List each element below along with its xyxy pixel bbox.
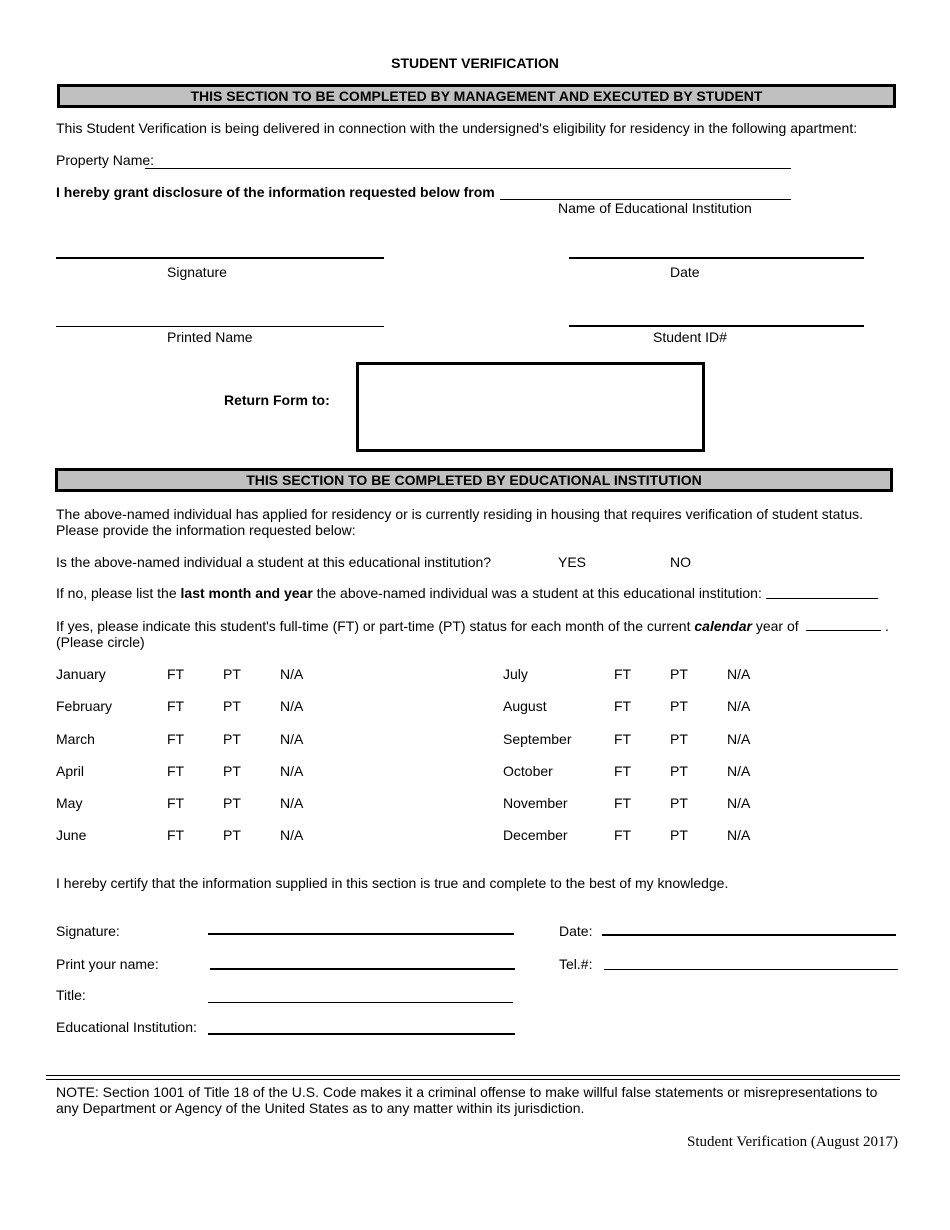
if-no-post: the above-named individual was a student at this educational institution:	[312, 585, 762, 601]
student-date-field[interactable]	[569, 257, 864, 259]
status-option-pt[interactable]: PT	[670, 795, 688, 811]
status-option-ft[interactable]: FT	[614, 763, 632, 779]
status-option-pt[interactable]: PT	[223, 827, 241, 843]
if-yes-text	[56, 618, 799, 634]
month-label: August	[503, 698, 547, 714]
official-title-field[interactable]	[208, 1002, 513, 1003]
status-option-ft[interactable]: FT	[614, 731, 632, 747]
status-option-na[interactable]: N/A	[280, 698, 304, 714]
status-option-pt[interactable]: PT	[670, 698, 688, 714]
status-option-na[interactable]: N/A	[727, 731, 751, 747]
if-yes-em: calendar	[694, 618, 752, 634]
property-name-label: Property Name:	[56, 152, 155, 168]
note-line1: NOTE: Section 1001 of Title 18 of the U.S. Code makes it a criminal offense to make willful false statements or misrepresentations to	[56, 1084, 878, 1100]
tel-field[interactable]	[604, 969, 898, 970]
footer-version: Student Verification (August 2017)	[687, 1134, 898, 1150]
status-option-ft[interactable]: FT	[614, 795, 632, 811]
student-signature-field[interactable]	[56, 257, 384, 259]
status-option-na[interactable]: N/A	[280, 763, 304, 779]
page-title: STUDENT VERIFICATION	[391, 55, 559, 71]
status-option-na[interactable]: N/A	[280, 731, 304, 747]
month-label: February	[56, 698, 113, 714]
if-no-text	[56, 585, 762, 601]
title-label: Title:	[56, 987, 86, 1003]
status-option-pt[interactable]: PT	[670, 731, 688, 747]
official-institution-field[interactable]	[208, 1033, 515, 1035]
if-yes-period: .	[885, 618, 889, 634]
status-option-na[interactable]: N/A	[727, 698, 751, 714]
return-form-label: Return Form to:	[224, 392, 330, 408]
status-option-pt[interactable]: PT	[670, 763, 688, 779]
intro-text: This Student Verification is being delivered in connection with the undersigned's eligibility for residency in the following apartment:	[56, 120, 858, 136]
section1-banner: THIS SECTION TO BE COMPLETED BY MANAGEMENT AND EXECUTED BY STUDENT	[57, 84, 896, 108]
status-option-ft[interactable]: FT	[167, 698, 185, 714]
signature-caption: Signature	[167, 264, 227, 280]
note-divider-bottom	[46, 1079, 900, 1080]
if-no-bold: last month and year	[180, 585, 313, 601]
status-option-pt[interactable]: PT	[223, 763, 241, 779]
status-option-pt[interactable]: PT	[670, 666, 688, 682]
status-option-ft[interactable]: FT	[167, 827, 185, 843]
para-line2: Please provide the information requested below:	[56, 522, 356, 538]
property-name-field[interactable]	[145, 168, 791, 169]
tel-label: Tel.#:	[559, 956, 593, 972]
official-signature-field[interactable]	[208, 933, 514, 935]
note-line2: any Department or Agency of the United States as to any matter within its jurisdiction.	[56, 1100, 585, 1116]
calendar-year-field[interactable]	[806, 630, 881, 631]
month-label: December	[503, 827, 568, 843]
no-option[interactable]: NO	[670, 554, 691, 570]
status-option-pt[interactable]: PT	[223, 666, 241, 682]
month-label: April	[56, 763, 85, 779]
institution-label: Educational Institution:	[56, 1019, 197, 1035]
institution-caption: Name of Educational Institution	[558, 200, 752, 216]
month-label: May	[56, 795, 83, 811]
print-name-label: Print your name:	[56, 956, 159, 972]
status-option-na[interactable]: N/A	[280, 666, 304, 682]
status-option-na[interactable]: N/A	[280, 795, 304, 811]
status-option-na[interactable]: N/A	[727, 666, 751, 682]
para-line1: The above-named individual has applied for residency or is currently residing in housing that requires verification of student status.	[56, 506, 863, 522]
status-option-pt[interactable]: PT	[223, 731, 241, 747]
month-label: October	[503, 763, 553, 779]
official-name-field[interactable]	[210, 968, 515, 970]
yes-option[interactable]: YES	[558, 554, 587, 570]
official-date-field[interactable]	[602, 934, 896, 936]
date-caption: Date	[670, 264, 700, 280]
status-option-na[interactable]: N/A	[280, 827, 304, 843]
certify-text: I hereby certify that the information supplied in this section is true and complete to the best of my knowledge.	[56, 875, 729, 891]
circle-note: (Please circle)	[56, 634, 145, 650]
month-label: March	[56, 731, 95, 747]
status-option-pt[interactable]: PT	[223, 698, 241, 714]
status-option-pt[interactable]: PT	[223, 795, 241, 811]
student-id-caption: Student ID#	[653, 329, 727, 345]
status-option-ft[interactable]: FT	[167, 731, 185, 747]
if-yes-pre: If yes, please indicate this student's full-time (FT) or part-time (PT) status for each month of the current	[56, 618, 695, 634]
status-option-ft[interactable]: FT	[167, 763, 185, 779]
note-divider-top	[46, 1075, 900, 1076]
last-month-year-field[interactable]	[766, 598, 878, 599]
student-id-field[interactable]	[569, 325, 864, 327]
month-label: June	[56, 827, 87, 843]
month-label: July	[503, 666, 528, 682]
status-option-na[interactable]: N/A	[727, 827, 751, 843]
status-option-ft[interactable]: FT	[614, 827, 632, 843]
month-label: September	[503, 731, 572, 747]
if-yes-post: year of	[751, 618, 799, 634]
student-question: Is the above-named individual a student at this educational institution?	[56, 554, 492, 570]
signature-label: Signature:	[56, 923, 120, 939]
status-option-ft[interactable]: FT	[614, 666, 632, 682]
month-label: November	[503, 795, 568, 811]
status-option-pt[interactable]: PT	[670, 827, 688, 843]
status-option-ft[interactable]: FT	[167, 795, 185, 811]
status-option-ft[interactable]: FT	[614, 698, 632, 714]
status-option-na[interactable]: N/A	[727, 795, 751, 811]
printed-name-field[interactable]	[56, 326, 384, 327]
status-option-na[interactable]: N/A	[727, 763, 751, 779]
date-label: Date:	[559, 923, 593, 939]
section2-banner: THIS SECTION TO BE COMPLETED BY EDUCATIONAL INSTITUTION	[55, 468, 893, 492]
if-no-pre: If no, please list the	[56, 585, 181, 601]
month-label: January	[56, 666, 106, 682]
printed-name-caption: Printed Name	[167, 329, 253, 345]
status-option-ft[interactable]: FT	[167, 666, 185, 682]
return-address-box[interactable]	[356, 362, 705, 452]
grant-text: I hereby grant disclosure of the information requested below from	[56, 184, 495, 200]
